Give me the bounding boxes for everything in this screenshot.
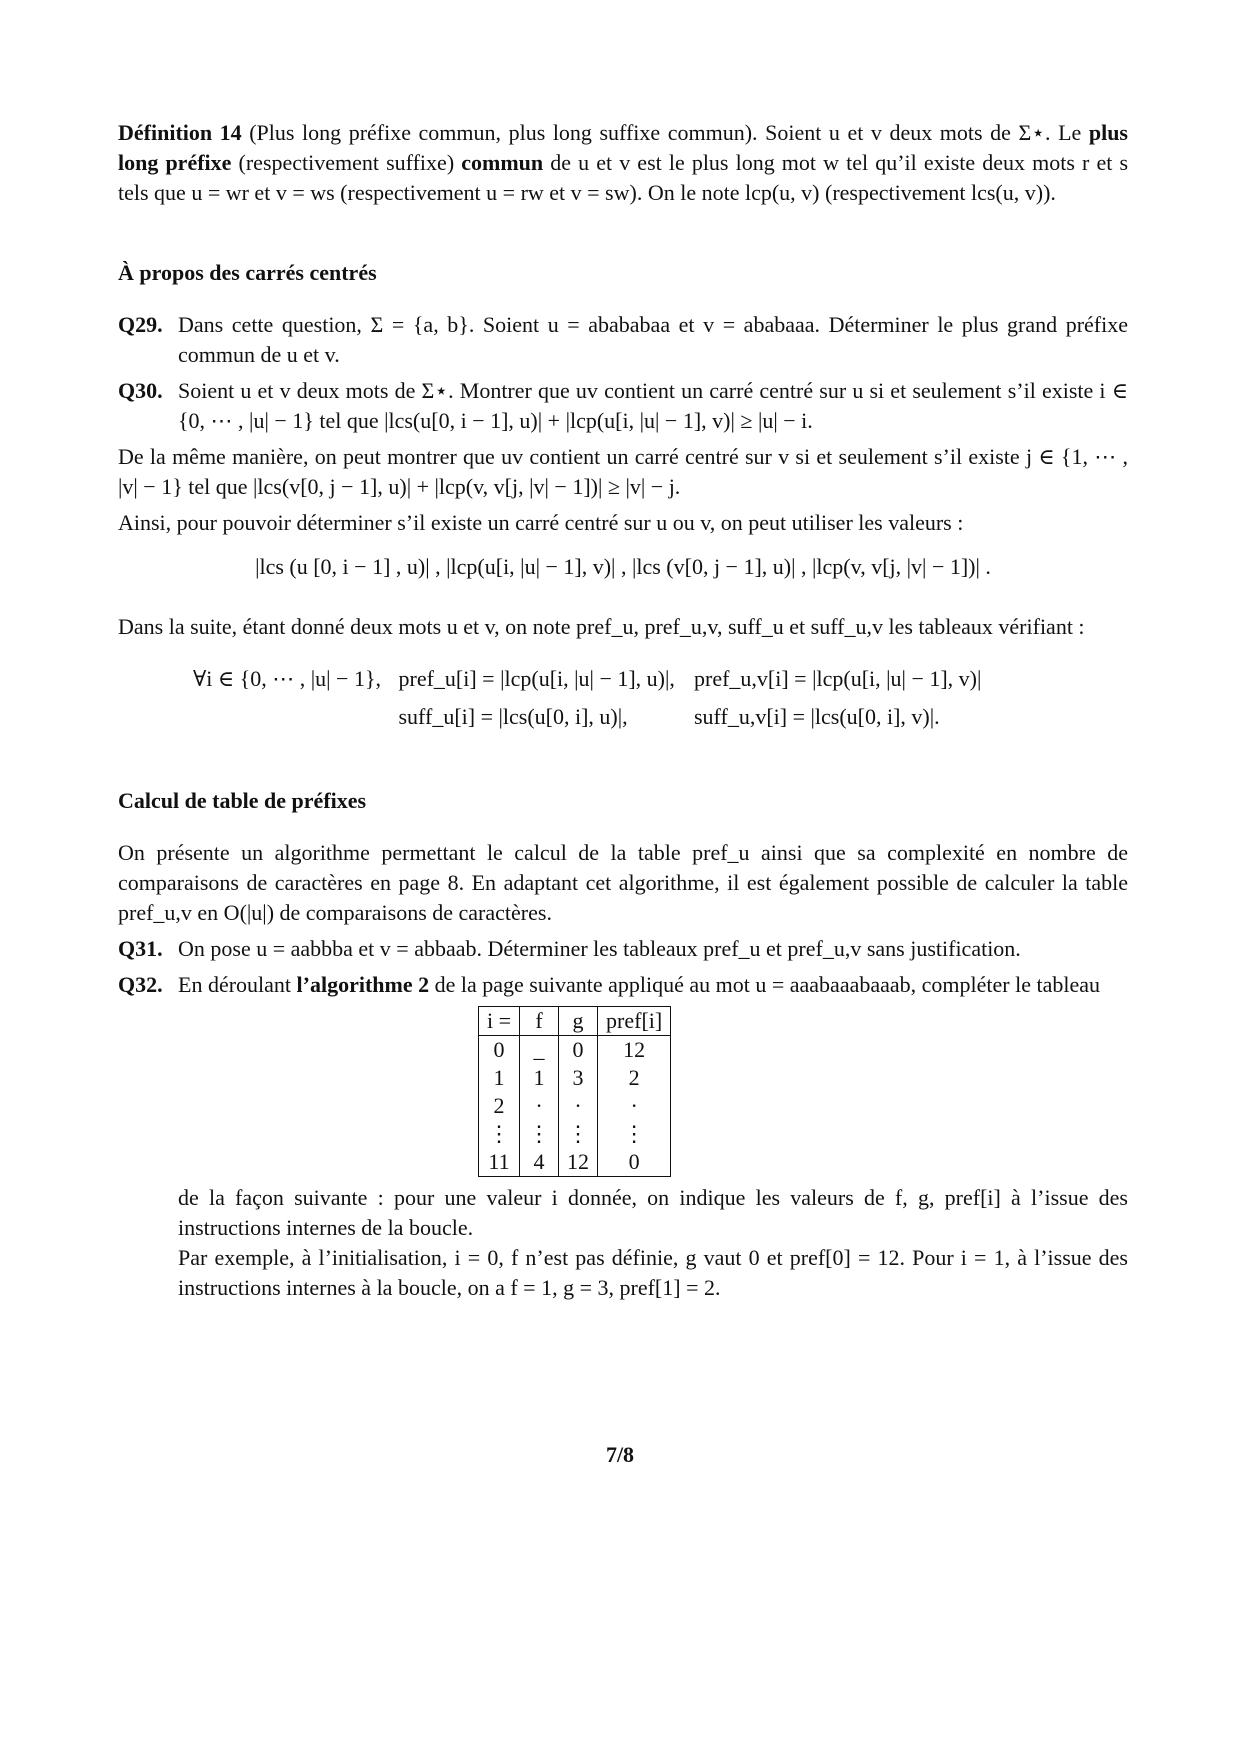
equation-pref-uv: pref_u,v[i] = |lcp(u[i, |u| − 1], v)| — [694, 666, 982, 691]
table-row — [479, 1092, 671, 1120]
definition-text2c: (respectivement suffixe) — [238, 150, 455, 175]
paragraph-notation: Dans la suite, étant donné deux mots u et v, on note pref_u, pref_u,v, suff_u et suff_u,v les tableaux vérifiant : — [118, 614, 1085, 639]
section-title-prefixes: Calcul de table de préfixes — [118, 788, 367, 813]
table-row — [479, 1148, 671, 1177]
definition-label: Définition 14 — [118, 120, 242, 145]
definition-text1: Soient u et v deux mots de Σ⋆. — [765, 120, 1051, 145]
table-row — [479, 1120, 671, 1148]
question-31 — [118, 934, 1128, 964]
table-cell: 1 — [479, 1064, 520, 1092]
table-header-row — [479, 1007, 671, 1036]
paragraph-after-table-1: de la façon suivante : pour une valeur i donnée, on indique les valeurs de f, g, pref[i] à l’issue des instructions internes de la boucle. — [178, 1185, 1128, 1240]
table-cell: · — [598, 1092, 671, 1120]
prefix-table — [478, 1006, 671, 1177]
table-cell: 3 — [559, 1064, 598, 1092]
table-cell: · — [559, 1092, 598, 1120]
definition-title: (Plus long préfixe commun, plus long suffixe commun). — [249, 120, 758, 145]
table-cell: 12 — [559, 1148, 598, 1177]
paragraph-algorithm: On présente un algorithme permettant le calcul de la table pref_u ainsi que sa complexité en nombre de comparaisons de caractères en page 8. En adaptant cet algorithme, il est également possible de calculer la table pref_u,v en O(|u|) de comparaisons de caractères. — [118, 840, 1128, 925]
table-cell: 4 — [520, 1148, 559, 1177]
question-29-text: Dans cette question, Σ = {a, b}. Soient u = abababaa et v = ababaaa. Déterminer le plus grand préfixe commun de u et v. — [178, 312, 1128, 367]
question-30-text: Soient u et v deux mots de Σ⋆. Montrer que uv contient un carré centré sur u si et seulement s’il existe i ∈ {0, ⋯ , |u| − 1} tel que |lcs(u[0, i − 1], u)| + |lcp(u[i, |u| − 1], v)| ≥ |u| − i. — [178, 378, 1128, 433]
equation-forall: ∀i ∈ {0, ⋯ , |u| − 1}, — [193, 666, 382, 691]
table-cell: 0 — [598, 1148, 671, 1177]
table-header-f: f — [520, 1007, 559, 1036]
table-cell: 0 — [479, 1036, 520, 1065]
table-cell: 2 — [479, 1092, 520, 1120]
question-32-number: Q32. — [118, 972, 163, 997]
paragraph-same-manner: De la même manière, on peut montrer que uv contient un carré centré sur v si et seulement s’il existe j ∈ {1, ⋯ , |v| − 1} tel que |lcs(v[0, j − 1], u)| + |lcp(v, v[j, |v| − 1])| ≥ |v| − j. — [118, 444, 1128, 499]
question-30-number: Q30. — [118, 378, 163, 403]
equation-row-suff — [193, 698, 1128, 736]
table-header-i: i = — [479, 1007, 520, 1036]
table-cell: ⋮ — [520, 1120, 559, 1148]
paragraph-after-table-2: Par exemple, à l’initialisation, i = 0, f n’est pas définie, g vaut 0 et pref[0] = 12. Pour i = 1, à l’issue des instructions internes à la boucle, on a f = 1, g = 3, pref[1] = 2. — [178, 1245, 1128, 1300]
definition-term-prefix: plus long préfixe — [118, 120, 1128, 175]
table-cell: ⋮ — [559, 1120, 598, 1148]
page-number: 7/8 — [605, 1442, 635, 1467]
question-31-text: On pose u = aabbba et v = abbaab. Déterminer les tableaux pref_u et pref_u,v sans justification. — [178, 936, 1021, 961]
equation-suff-u: suff_u[i] = |lcs(u[0, i], u)|, — [398, 704, 628, 729]
definition-14 — [118, 118, 1128, 208]
table-header-pref: pref[i] — [598, 1007, 671, 1036]
question-32-text — [178, 970, 1128, 1000]
definition-text2e: de u et v est le plus long mot w tel qu’il existe deux mots r et s tels que u = wr et v = ws (respectivement u = rw et v = sw). On le note lcp(u, v) (respectivement lcs(u, v)). — [118, 150, 1129, 205]
table-cell: · — [520, 1092, 559, 1120]
question-32-text-a: En déroulant — [178, 972, 292, 997]
definition-text2a: Le — [1058, 120, 1082, 145]
paragraph-thus: Ainsi, pour pouvoir déterminer s’il existe un carré centré sur u ou v, on peut utiliser les valeurs : — [118, 510, 964, 535]
question-29 — [118, 310, 1128, 370]
table-row — [479, 1064, 671, 1092]
table-cell: 2 — [598, 1064, 671, 1092]
table-cell: _ — [520, 1036, 559, 1065]
question-32-algorithm-ref: l’algorithme 2 — [296, 972, 430, 997]
table-cell: 0 — [559, 1036, 598, 1065]
question-30 — [118, 376, 1128, 436]
table-cell: 1 — [520, 1064, 559, 1092]
section-title-carres: À propos des carrés centrés — [118, 260, 377, 285]
question-29-number: Q29. — [118, 312, 163, 337]
equation-suff-uv: suff_u,v[i] = |lcs(u[0, i], v)|. — [694, 704, 940, 729]
equation-pref-u: pref_u[i] = |lcp(u[i, |u| − 1], u)|, — [398, 666, 675, 691]
page-content — [118, 118, 1128, 1303]
equation-values: |lcs (u [0, i − 1] , u)| , |lcp(u[i, |u| − 1], v)| , |lcs (v[0, j − 1], u)| , |lcp(v, v[j, |v| − 1])| . — [255, 554, 991, 579]
table-cell: ⋮ — [479, 1120, 520, 1148]
table-cell: 12 — [598, 1036, 671, 1065]
question-31-number: Q31. — [118, 936, 163, 961]
table-cell: 11 — [479, 1148, 520, 1177]
equation-definitions — [193, 660, 1128, 736]
equation-row-pref — [193, 660, 1128, 698]
table-header-g: g — [559, 1007, 598, 1036]
table-cell: ⋮ — [598, 1120, 671, 1148]
table-row — [479, 1036, 671, 1065]
question-32 — [118, 970, 1128, 1000]
definition-term-commun: commun — [461, 150, 544, 175]
question-32-text-c: de la page suivante appliqué au mot u = aaabaaabaaab, compléter le tableau — [434, 972, 1100, 997]
